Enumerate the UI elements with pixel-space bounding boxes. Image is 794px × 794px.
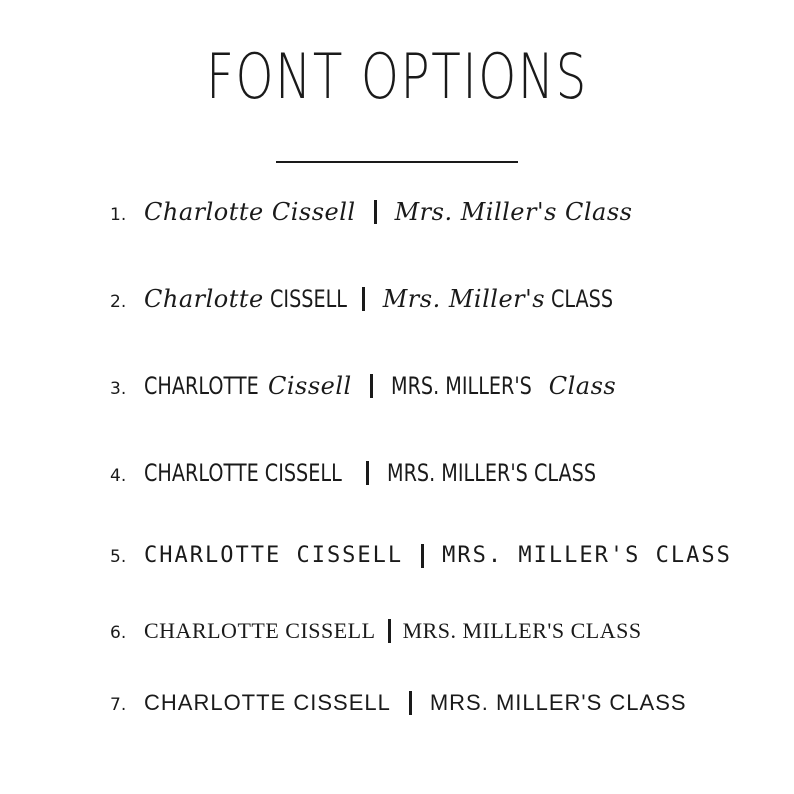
separator-bar [362, 287, 365, 311]
option-name: CHARLOTTE CISSELL [144, 459, 342, 487]
option-class: MRS. MILLER'S CLASS [387, 459, 597, 487]
option-name: Charlotte Cissell [144, 198, 356, 226]
page-title: FONT OPTIONS [206, 40, 588, 113]
option-name-script: Cissell [268, 372, 352, 400]
option-class-script: Class [548, 372, 617, 400]
option-class: MRS. MILLER'S CLASS [442, 543, 732, 568]
font-option-4 [110, 459, 609, 487]
font-option-7 [110, 690, 687, 716]
font-option-2 [110, 285, 613, 313]
separator-bar [370, 374, 373, 398]
title-divider [276, 161, 518, 163]
option-class: Mrs. Miller's Class [394, 198, 633, 226]
font-option-6 [110, 618, 642, 644]
option-name: CHARLOTTE CISSELL [144, 618, 376, 643]
option-number: 4. [110, 466, 127, 486]
option-number: 3. [110, 379, 127, 399]
option-class-caps: CLASS [551, 285, 614, 313]
font-option-5 [110, 543, 732, 568]
option-name: CHARLOTTE CISSELL [144, 690, 391, 715]
font-option-1 [110, 198, 633, 226]
option-number: 7. [110, 695, 127, 715]
option-class: MRS. MILLER'S CLASS [429, 690, 687, 715]
option-name-caps: CISSELL [269, 285, 347, 313]
option-class-caps: MRS. MILLER'S [390, 372, 532, 400]
separator-bar [374, 200, 377, 224]
separator-bar [409, 691, 412, 715]
option-number: 2. [110, 292, 127, 312]
separator-bar [421, 544, 424, 568]
separator-bar [366, 461, 369, 485]
option-number: 1. [110, 205, 127, 225]
option-number: 5. [110, 547, 127, 567]
option-name-caps: CHARLOTTE [144, 372, 259, 400]
option-name: CHARLOTTE CISSELL [144, 543, 404, 568]
option-name-script: Charlotte [144, 285, 264, 313]
separator-bar [388, 619, 391, 643]
font-option-3 [110, 372, 616, 400]
option-number: 6. [110, 623, 127, 643]
option-class: MRS. MILLER'S CLASS [402, 618, 642, 643]
option-class-script: Mrs. Miller's [382, 285, 546, 313]
